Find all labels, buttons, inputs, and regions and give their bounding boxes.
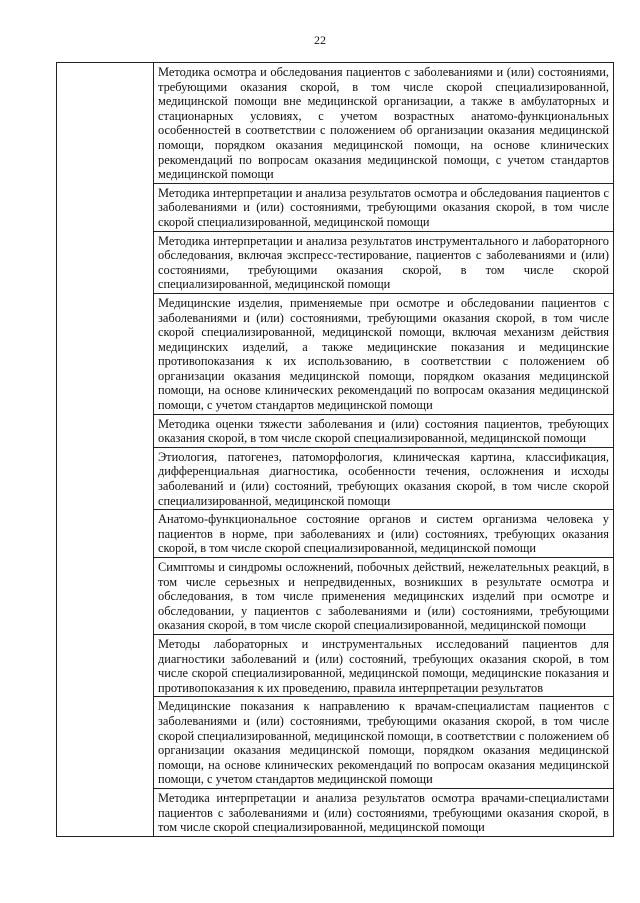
cell-text: Медицинские изделия, применяемые при осмотре и обследовании пациентов с заболеваниями и (или) состояниями, требующими оказания скорой, в том числе скорой специализированной, медицинской помощи, включая механизм действия медицинских изделий, а также медицинские показания и медицинские противопоказания к их использованию, в соответствии с положением об организации оказания медицинской помощи, порядком оказания медицинской помощи, на основе клинических рекомендаций по вопросам оказания медицинской помощи, с учетом стандартов медицинской помощи — [158, 295, 609, 413]
cell-text: Методика интерпретации и анализа результатов инструментального и лабораторного обследования, включая экспресс-тестирование, пациентов с заболеваниями и (или) состояниями, требующими оказания скорой, в том числе скорой специализированной, медицинской помощи — [158, 233, 609, 292]
cell-text: Симптомы и синдромы осложнений, побочных действий, нежелательных реакций, в том числе серьезных и непредвиденных, возникших в результате осмотра и обследования, в том числе применения медицинских изделий при осмотре и обследовании, у пациентов с заболеваниями и (или) состояниями, требующими оказания скорой, в том числе скорой специализированной, медицинской помощи — [158, 560, 609, 633]
page-number: 22 — [314, 33, 326, 47]
table-cell — [154, 697, 614, 789]
table-cell — [154, 788, 614, 836]
cell-text: Методика оценки тяжести заболевания и (или) состояния пациентов, требующих оказания скорой, в том числе скорой специализированной, медицинской помощи — [158, 416, 609, 446]
knowledge-table — [56, 62, 614, 837]
table-cell — [154, 183, 614, 231]
cell-text: Методика интерпретации и анализа результатов осмотра врачами-специалистами пациентов с заболеваниями и (или) состояниями, требующими оказания скорой, в том числе скорой специализированной, медицинской помощи — [158, 790, 609, 835]
table-cell — [154, 558, 614, 635]
table-cell — [154, 63, 614, 184]
cell-text: Методика осмотра и обследования пациентов с заболеваниями и (или) состояниями, требующими оказания скорой, в том числе скорой специализированной, медицинской помощи вне медицинской организации, а также в амбулаторных и стационарных условиях, с учетом возрастных анатомо-функциональных особенностей в соответствии с положением об организации оказания медицинской помощи, порядком оказания медицинской помощи, на основе клинических рекомендаций по вопросам оказания медицинской помощи, с учетом стандартов медицинской помощи — [158, 65, 609, 182]
table-cell-left-empty — [57, 63, 154, 837]
cell-text: Методы лабораторных и инструментальных исследований пациентов для диагностики заболеваний и (или) состояний, требующих оказания скорой, в том числе скорой специализированной, медицинской помощи, медицинские показания и противопоказания к их проведению, правила интерпретации результатов — [158, 636, 609, 695]
table-cell — [154, 510, 614, 558]
table-cell — [154, 231, 614, 293]
cell-text: Анатомо-функциональное состояние органов и систем организма человека у пациентов в норме, при заболеваниях и (или) состояниях, требующих оказания скорой, в том числе скорой специализированной, медицинской помощи — [158, 512, 609, 556]
table-cell — [154, 447, 614, 509]
cell-text: Этиология, патогенез, патоморфология, клиническая картина, классификация, дифференциальная диагностика, особенности течения, осложнения и исходы заболеваний и (или) состояний, требующих оказания скорой, в том числе скорой специализированной, медицинской помощи — [158, 449, 609, 508]
table-cell — [154, 414, 614, 447]
table-cell — [154, 634, 614, 696]
cell-text: Медицинские показания к направлению к врачам-специалистам пациентов с заболеваниями и (или) состояниями, требующими оказания скорой, в том числе скорой специализированной, медицинской помощи, в соответствии с положением об организации оказания медицинской помощи, порядком оказания медицинской помощи, на основе клинических рекомендаций по вопросам оказания медицинской помощи, с учетом стандартов медицинской помощи — [158, 699, 609, 787]
table-cell — [154, 293, 614, 414]
cell-text: Методика интерпретации и анализа результатов осмотра и обследования пациентов с заболеваниями и (или) состояниями, требующими оказания скорой, в том числе скорой специализированной, медицинской помощи — [158, 185, 609, 229]
table-row — [57, 63, 614, 184]
